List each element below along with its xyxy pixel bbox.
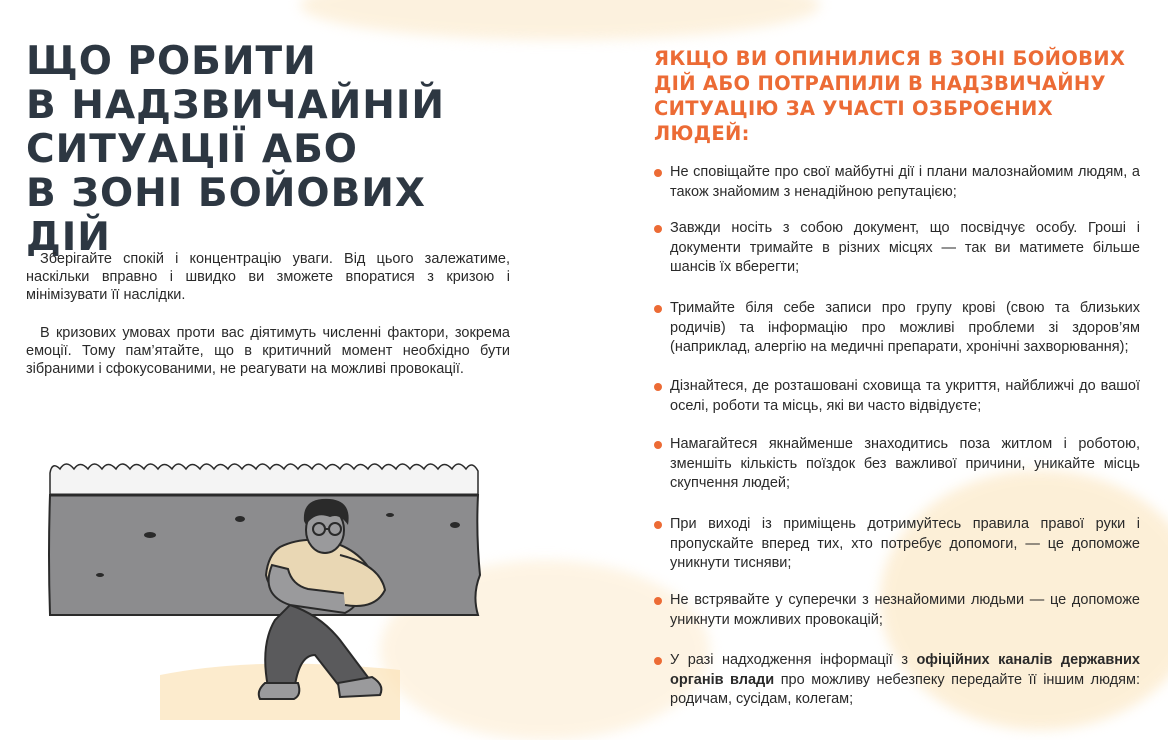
- bullet-icon: [654, 225, 662, 233]
- tip-text: При виході із приміщень дотримуйтесь правила правої руки і пропускайте вперед тих, хто потребує допомоги, — це допоможе уникнути тисняви;: [670, 516, 1140, 571]
- tip-text: Дізнайтеся, де розташовані сховища та укриття, найближчі до вашої оселі, роботи та місць, які ви часто відвідуєте;: [670, 378, 1140, 414]
- list-item: [654, 435, 1140, 494]
- wall: [49, 495, 480, 615]
- tip-text: Тримайте біля себе записи про групу крові (свою та близьких родичів) та інформацію про можливі проблеми зі здоров’ям (наприклад, алергію на медичні препарати, хронічні захворювання);: [670, 300, 1140, 355]
- bullet-icon: [654, 657, 662, 665]
- bullet-icon: [654, 597, 662, 605]
- section-heading: [654, 46, 1154, 146]
- title-line-3: СИТУАЦІЇ АБО: [26, 127, 358, 172]
- intro-paragraph-1: Зберігайте спокій і концентрацію уваги. Від цього залежатиме, наскільки вправно і швидко ви зможете впоратися з кризою і мінімізувати її наслідки.: [26, 251, 510, 303]
- list-item: [654, 299, 1140, 358]
- title-line-2: В НАДЗВИЧАЙНІЙ: [26, 83, 446, 128]
- page-title: [26, 40, 486, 260]
- tip-text: Не встрявайте у суперечки з незнайомими людьми — це допоможе уникнути можливих провокацій;: [670, 592, 1140, 628]
- bullet-icon: [654, 521, 662, 529]
- heading-line-3: СИТУАЦІЮ ЗА УЧАСТІ ОЗБРОЄНИХ ЛЮДЕЙ:: [654, 97, 1053, 145]
- man-sitting-by-wall-illustration: [40, 455, 500, 720]
- bullet-icon: [654, 169, 662, 177]
- tip-text: Не сповіщайте про свої майбутні дії і плани малознайомим людям, а також знайомим з ненадійною репутацією;: [670, 164, 1140, 200]
- heading-line-2: ДІЙ АБО ПОТРАПИЛИ В НАДЗВИЧАЙНУ: [654, 72, 1106, 95]
- heading-line-1: ЯКЩО ВИ ОПИНИЛИСЯ В ЗОНІ БОЙОВИХ: [654, 47, 1126, 70]
- list-item: [654, 515, 1140, 574]
- list-item: [654, 377, 1140, 416]
- title-line-4: В ЗОНІ БОЙОВИХ ДІЙ: [26, 171, 427, 260]
- intro-paragraph-2: В кризових умовах проти вас діятимуть численні фактори, зокрема емоції. Тому пам’ятайте, що в критичний момент необхідно бути зібраними і сфокусованими, не реагувати на можливі провокації.: [26, 325, 510, 377]
- bullet-icon: [654, 383, 662, 391]
- list-item: [654, 651, 1140, 710]
- bullet-icon: [654, 305, 662, 313]
- man-shoe-left: [259, 683, 300, 699]
- tip-text-after: про можливу небезпеку передайте її іншим людям: родичам, сусідам, колегам;: [670, 671, 1140, 707]
- bullet-icon: [654, 441, 662, 449]
- background-brush-top: [300, 0, 820, 40]
- tip-text-bold: офіційних каналів державних органів влади: [670, 652, 1140, 688]
- tip-text-before: У разі надходження інформації з: [670, 652, 917, 668]
- list-item: [654, 591, 1140, 630]
- tip-text: Завжди носіть з собою документ, що посвідчує особу. Гроші і документи тримайте в різних місцях — так ви матимете більше шансів їх вберегти;: [670, 220, 1140, 275]
- fence-top: [50, 464, 478, 495]
- list-item: [654, 163, 1140, 202]
- list-item: [654, 219, 1140, 278]
- title-line-1: ЩО РОБИТИ: [26, 39, 317, 84]
- tip-text: Намагайтеся якнайменше знаходитись поза житлом і роботою, зменшіть кількість поїздок без важливої причини, уникайте місць скупчення людей;: [670, 436, 1140, 491]
